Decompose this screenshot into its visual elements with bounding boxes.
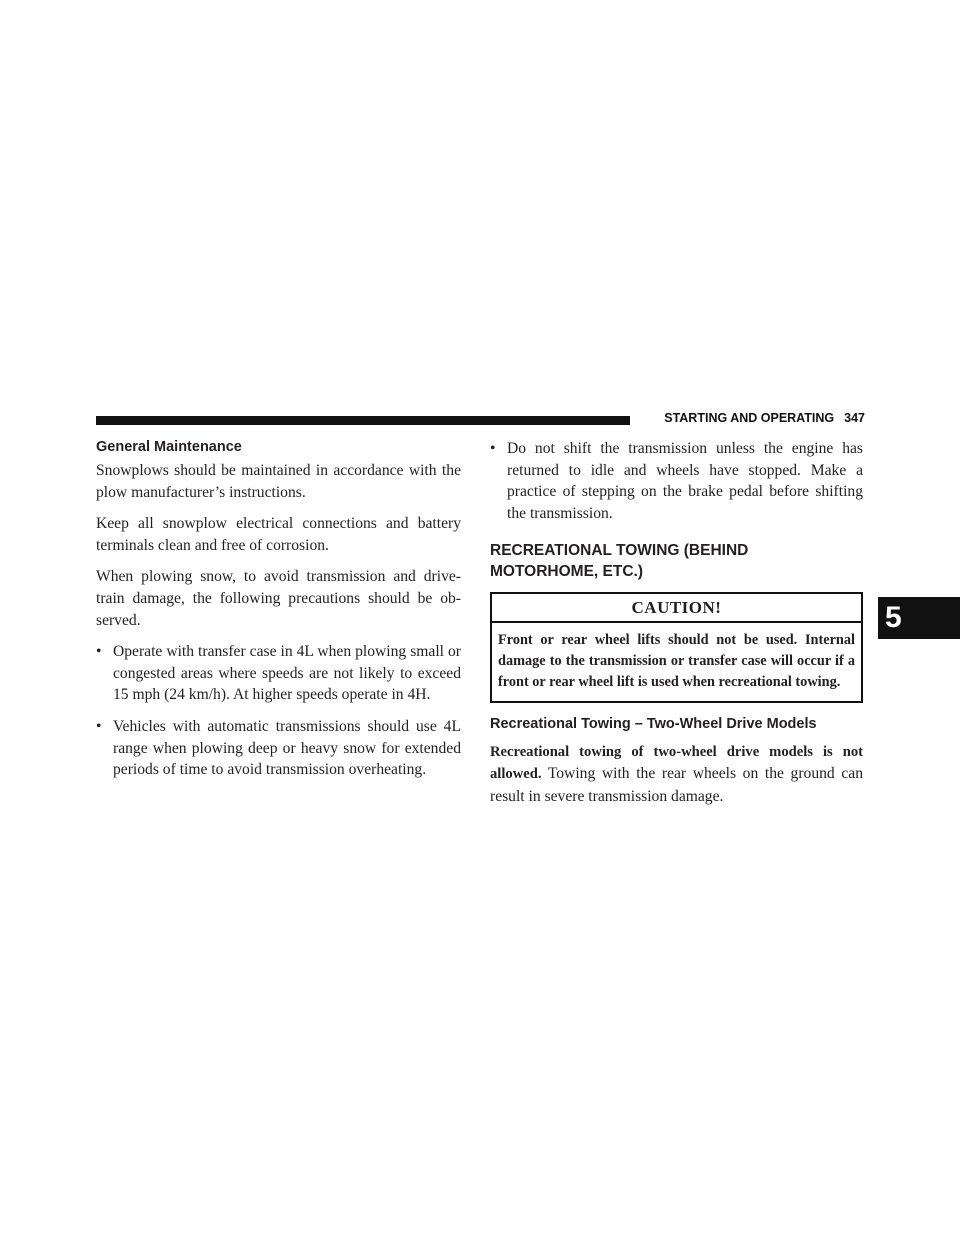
- heading-line-2: MOTORHOME, ETC.): [490, 563, 643, 581]
- bullet-glyph: •: [96, 717, 102, 735]
- heading-line-1: RECREATIONAL TOWING (BEHIND: [490, 542, 749, 560]
- right-column: [490, 438, 863, 818]
- caution-text: Front or rear wheel lifts should not be used. Internal damage to the transmission or transfer case will occur if a front or rear wheel lift is used when recreational towing.: [498, 632, 855, 690]
- paragraph: Snowplows should be maintained in accordance with the plow manufacturer’s instructions.: [96, 462, 461, 501]
- page-number: 347: [844, 411, 865, 425]
- header-section: STARTING AND OPERATING: [664, 411, 835, 425]
- paragraph: Keep all snowplow electrical connections and battery terminals clean and free of corrosion.: [96, 515, 461, 554]
- precautions-list: [96, 641, 461, 781]
- towing-not-allowed: Recreational towing of two-wheel drive models is not allowed.: [490, 743, 863, 783]
- list-item-text: Vehicles with automatic transmissions should use 4L range when plowing deep or heavy snow for extended periods of time to avoid transmission overheating.: [113, 717, 461, 779]
- running-header: [640, 411, 865, 425]
- caution-box: [490, 592, 863, 702]
- heading-recreational-towing: [490, 540, 863, 582]
- list-item-text: Do not shift the transmission unless the engine has returned to idle and wheels have stopped. Make a practice of stepping on the brake pedal before shifting the transmission.: [507, 440, 863, 522]
- list-item: [490, 438, 863, 524]
- header-rule: [96, 416, 630, 425]
- heading-two-wheel-drive: Recreational Towing – Two-Wheel Drive Models: [490, 715, 817, 732]
- towing-damage-text: Towing with the rear wheels on the ground can result in severe transmission damage.: [490, 765, 863, 805]
- list-item-text: Operate with transfer case in 4L when plowing small or congested areas where speeds are not likely to exceed 15 mph (24 km/h). At higher speeds operate in 4H.: [113, 643, 461, 704]
- bullet-glyph: •: [96, 643, 102, 661]
- left-column: [96, 438, 461, 791]
- heading-general-maintenance: General Maintenance: [96, 439, 242, 455]
- precautions-list-continued: [490, 438, 863, 524]
- list-item: [96, 716, 461, 781]
- caution-title: CAUTION!: [492, 594, 861, 623]
- paragraph: When plowing snow, to avoid transmission and drive-train damage, the following precautions should be ob-served.: [96, 568, 461, 629]
- bullet-glyph: •: [490, 440, 496, 457]
- chapter-tab: 5: [878, 597, 960, 639]
- list-item: [96, 641, 461, 706]
- paragraph-towing: [490, 741, 863, 808]
